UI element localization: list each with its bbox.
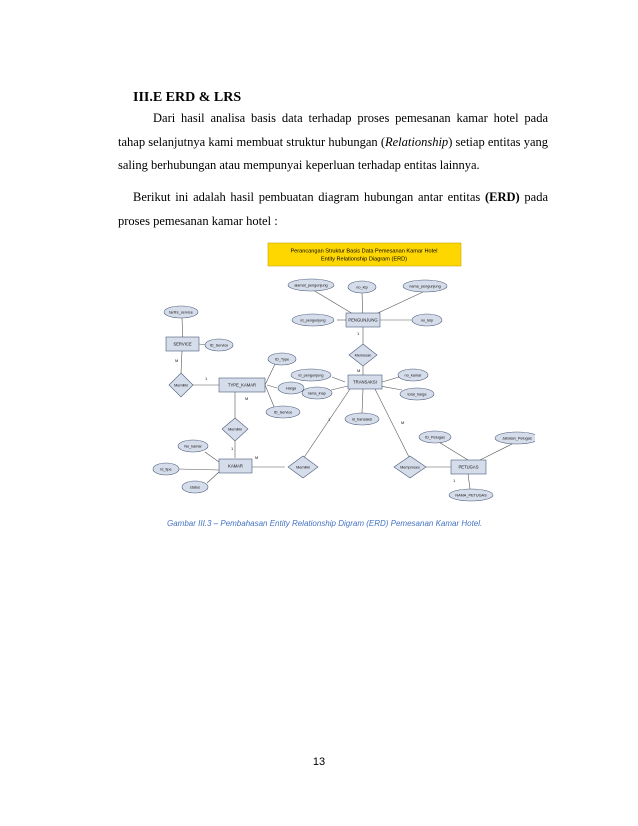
para2-bold-term: (ERD)	[484, 190, 520, 204]
entity-pengunjung-label: PENGUNJUNG	[348, 317, 378, 323]
attr-alamat-pengunjung-label: alamat_pengunjung	[294, 283, 328, 288]
rel-memiliki-type-label: Memiliki	[228, 427, 242, 432]
attr-status-label: status	[189, 485, 201, 490]
card-c8: 1	[328, 417, 331, 422]
attr-no-kamar-t-label: no_kamar	[404, 373, 422, 378]
card-c5: M	[245, 396, 249, 401]
attr-id-pengunjung-label: id_pengunjung	[300, 318, 326, 323]
figure-caption: Gambar III.3 – Pembahasan Entity Relationship Digram (ERD) Pemesanan Kamar Hotel.	[167, 519, 483, 528]
attr-id-tipe-label: id_tipe	[160, 467, 172, 472]
card-c3: M	[175, 358, 179, 363]
para1-text-b: ) setiap entitas yang saling berhubungan atau mempunyai keperluan terhadap entitas lainnya.	[118, 134, 548, 172]
erd-title-line2: Entity Relationship Diagram (ERD)	[320, 256, 408, 263]
page-number: 13	[312, 756, 326, 768]
card-c6: 1	[231, 446, 234, 451]
entity-kamar-label: KAMAR	[228, 463, 243, 469]
card-c2: M	[357, 368, 361, 373]
attr-id-type-label: ID_Type	[274, 357, 290, 362]
rel-memiliki-kamar-label: Memiliki	[296, 465, 310, 470]
attr-no-ktp-label: no_ktp	[356, 285, 368, 290]
erd-diagram	[135, 238, 535, 510]
attr-nama-petugas-label: NAMA_PETUGAS	[455, 493, 487, 498]
card-c9: M	[401, 420, 405, 425]
attr-no-telp-label: no_telp	[420, 318, 434, 323]
rel-memesan-label: Memesan	[354, 353, 372, 358]
card-c10: 1	[453, 478, 456, 483]
entity-service-label: SERVICE	[173, 341, 192, 347]
attr-id-pengunjung2-label: id_pengunjung	[298, 373, 324, 378]
card-c4: 1	[205, 376, 208, 381]
card-c1: 1	[357, 331, 360, 336]
paragraph-intro	[118, 107, 548, 178]
rel-memiliki-service-label: Memiliki	[174, 383, 188, 388]
attr-lama-inap-label: lama_inap	[308, 391, 326, 396]
attr-jabatan-petugas-label: Jabatan_Petugas	[502, 436, 532, 441]
attr-tarifrs-service-label: tarifrs_service	[169, 310, 193, 315]
attr-id-petugas-label: ID_Petugas	[425, 435, 445, 440]
entity-type-kamar-label: TYPE_KAMAR	[227, 382, 257, 388]
para1-italic-term: Relationship	[384, 134, 449, 149]
para1-text-a: Dari hasil analisa basis data terhadap proses pemesanan kamar hotel pada tahap selanjutnya kami membuat struktur hubungan (	[118, 111, 548, 149]
entity-petugas-label: PETUGAS	[458, 464, 479, 470]
card-c7: M	[255, 455, 259, 460]
attr-no-kamar-k-label: No_kamar	[184, 444, 202, 449]
paragraph-erd-intro	[118, 186, 548, 233]
rel-memproses-label: Memproses	[400, 465, 420, 470]
attr-id-transaksi-label: id_transaksi	[351, 417, 373, 422]
attr-id-service2-label: ID_Service	[273, 410, 293, 415]
erd-title-line1: Perancangan Struktur Basis Data Pemesanan Kamar Hotel	[290, 248, 438, 255]
attr-nama-pengunjung-label: nama_pengunjung	[409, 284, 441, 289]
para2-text-a: Berikut ini adalah hasil pembuatan diagram hubungan antar entitas	[133, 190, 485, 204]
erd-title-box	[268, 243, 461, 266]
entity-transaksi-label: TRANSAKSI	[353, 379, 377, 385]
para2-text-b: pada proses pemesanan kamar hotel :	[118, 190, 548, 228]
attr-harga-label: Harga	[285, 386, 297, 391]
section-heading: III.E ERD & LRS	[133, 90, 242, 105]
attr-id-service-label: ID_Service	[209, 343, 229, 348]
attr-total-harga-label: total_harga	[407, 392, 427, 397]
